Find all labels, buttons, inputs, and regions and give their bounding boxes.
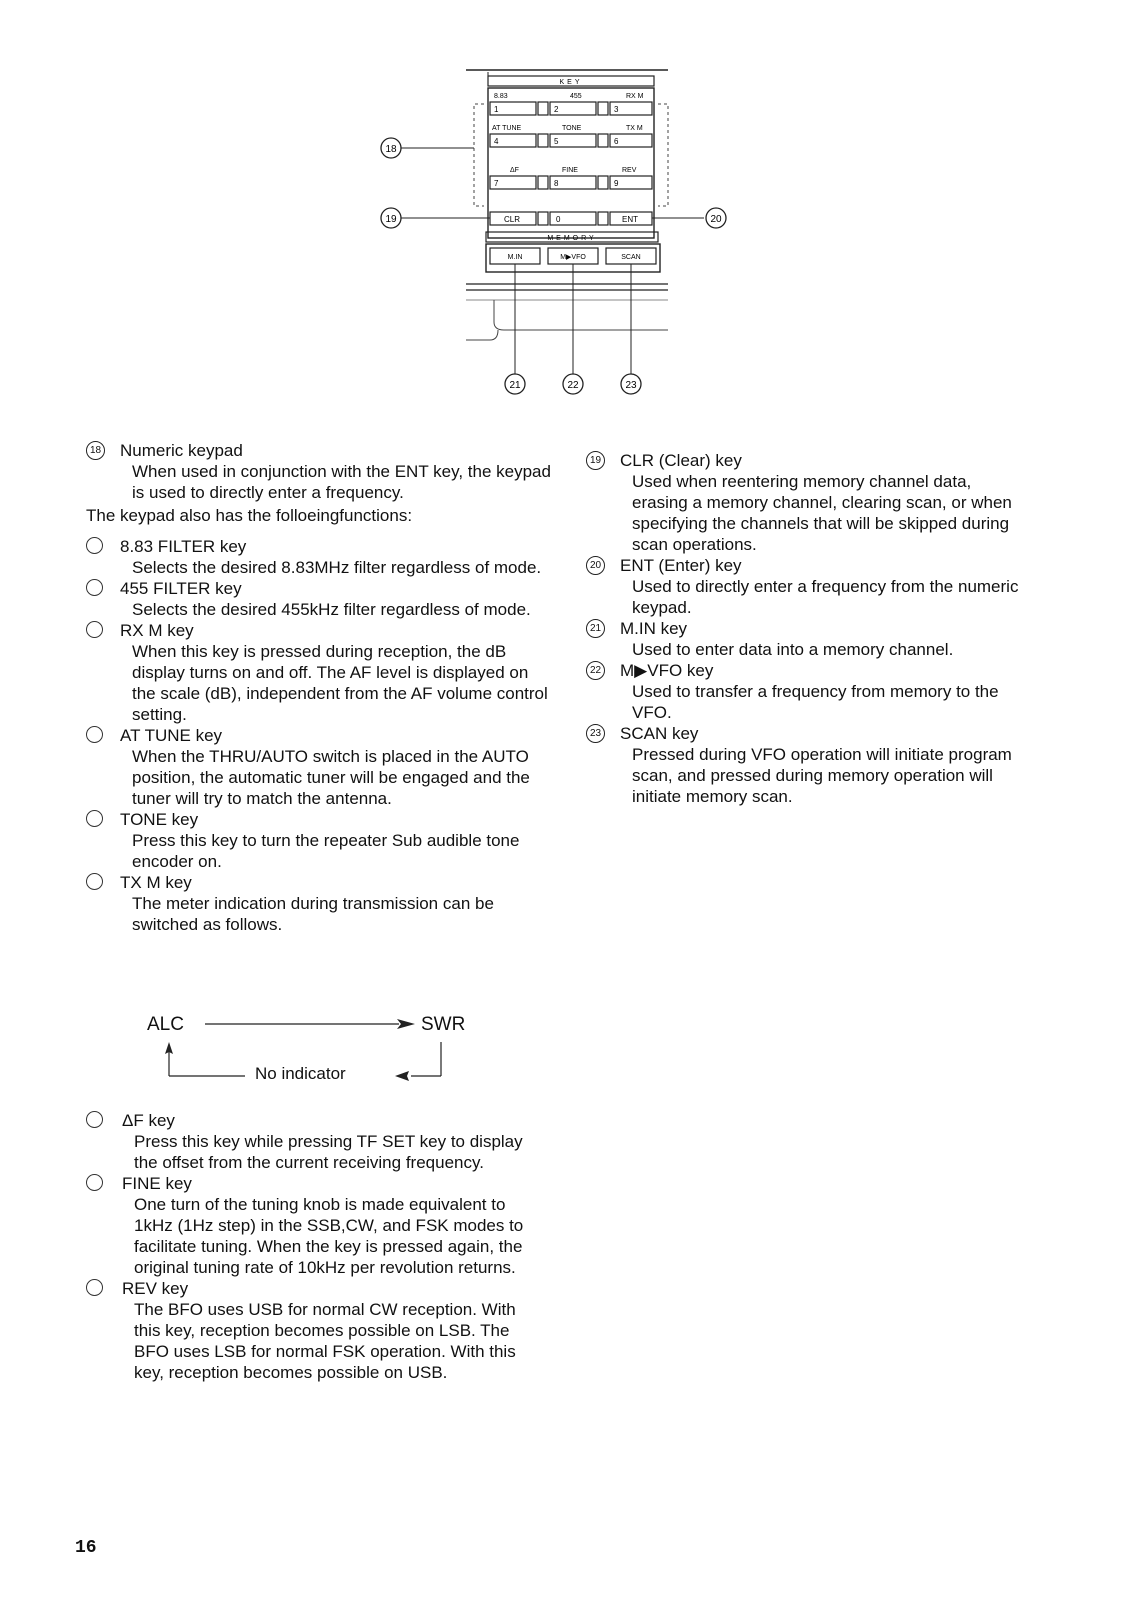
bullet-icon xyxy=(86,1174,103,1191)
label-455: 455 xyxy=(570,93,582,100)
callout-number: 19 xyxy=(586,451,605,470)
label-883: 8.83 xyxy=(494,93,508,100)
svg-text:3: 3 xyxy=(614,105,619,114)
list-item: 21 M.IN key Used to enter data into a memory channel. xyxy=(586,618,1026,660)
callout-20 xyxy=(706,208,726,228)
svg-text:M▶VFO: M▶VFO xyxy=(560,254,586,261)
keypad-diagram xyxy=(370,62,750,412)
keypad-intro: The keypad also has the folloeingfunctions: xyxy=(86,506,413,525)
bullet-icon xyxy=(86,537,103,554)
list-item: REV key The BFO uses USB for normal CW reception. With this key, reception becomes possible on LSB. The BFO uses LSB for normal FSK operation. With this key, reception becomes possible on USB. xyxy=(86,1278,556,1383)
keypad-row-1 xyxy=(490,93,652,115)
bullet-icon xyxy=(86,1111,103,1128)
left-column xyxy=(86,440,556,935)
callout-23 xyxy=(621,374,641,394)
callout-21 xyxy=(505,374,525,394)
callout-number: 23 xyxy=(586,724,605,743)
arrow-left-icon xyxy=(395,1071,409,1081)
label-fine: FINE xyxy=(562,167,578,174)
bullet-icon xyxy=(86,621,103,638)
svg-text:21: 21 xyxy=(509,380,521,391)
list-item: ΔF key Press this key while pressing TF SET key to display the offset from the current receiving frequency. xyxy=(86,1110,556,1173)
svg-text:7: 7 xyxy=(494,179,499,188)
label-delta-f: ΔF xyxy=(510,167,519,174)
callout-18 xyxy=(381,138,401,158)
svg-text:22: 22 xyxy=(567,380,579,391)
callout-number: 18 xyxy=(86,441,105,460)
svg-text:8: 8 xyxy=(554,179,559,188)
svg-text:4: 4 xyxy=(494,137,499,146)
callout-19 xyxy=(381,208,401,228)
key-panel-title: KEY xyxy=(559,79,583,86)
arrow-right-icon xyxy=(397,1019,415,1029)
left-column-lower xyxy=(86,1110,556,1383)
flow-swr: SWR xyxy=(421,1014,466,1035)
list-item: FINE key One turn of the tuning knob is made equivalent to 1kHz (1Hz step) in the SSB,CW, and FSK modes to facilitate tuning. When the key is pressed again, the original tuning rate of 10kHz per revolution returns. xyxy=(86,1173,556,1278)
svg-text:20: 20 xyxy=(710,214,722,225)
callout-number: 22 xyxy=(586,661,605,680)
svg-text:SCAN: SCAN xyxy=(621,254,641,261)
keypad-row-2 xyxy=(490,125,652,147)
svg-text:2: 2 xyxy=(554,105,559,114)
bullet-icon xyxy=(86,810,103,827)
svg-text:9: 9 xyxy=(614,179,619,188)
svg-text:19: 19 xyxy=(385,214,397,225)
svg-text:6: 6 xyxy=(614,137,619,146)
numeric-keypad-desc: When used in conjunction with the ENT key, the keypad is used to directly enter a frequency. xyxy=(132,462,551,502)
callout-number: 20 xyxy=(586,556,605,575)
list-item: 19 CLR (Clear) key Used when reentering memory channel data, erasing a memory channel, clearing scan, or when specifying the channels that will be skipped during scan operations. xyxy=(586,450,1026,555)
svg-text:1: 1 xyxy=(494,105,499,114)
svg-text:0: 0 xyxy=(556,215,561,224)
svg-text:18: 18 xyxy=(385,144,397,155)
bullet-icon xyxy=(86,579,103,596)
list-item: TX M key The meter indication during transmission can be switched as follows. xyxy=(86,872,556,935)
keypad-diagram-svg xyxy=(370,62,750,412)
list-item: RX M key When this key is pressed during reception, the dB display turns on and off. The AF level is displayed on the scale (dB), independent from the AF volume control setting. xyxy=(86,620,556,725)
callout-22 xyxy=(563,374,583,394)
flow-arrows-svg xyxy=(145,1008,485,1088)
keypad-row-3 xyxy=(490,167,652,189)
label-tone: TONE xyxy=(562,125,582,132)
right-column xyxy=(586,450,1026,807)
keypad-row-4 xyxy=(490,212,652,225)
svg-text:23: 23 xyxy=(625,380,637,391)
flow-no-indicator: No indicator xyxy=(255,1064,346,1083)
svg-text:M.IN: M.IN xyxy=(507,254,523,261)
svg-text:ENT: ENT xyxy=(622,215,638,224)
list-item: 455 FILTER key Selects the desired 455kHz filter regardless of mode. xyxy=(86,578,556,620)
list-item: 8.83 FILTER key Selects the desired 8.83MHz filter regardless of mode. xyxy=(86,536,556,578)
list-item: AT TUNE key When the THRU/AUTO switch is placed in the AUTO position, the automatic tuner will be engaged and the tuner will try to match the antenna. xyxy=(86,725,556,809)
list-item: TONE key Press this key to turn the repeater Sub audible tone encoder on. xyxy=(86,809,556,872)
svg-text:5: 5 xyxy=(554,137,559,146)
bullet-icon xyxy=(86,873,103,890)
list-item: 20 ENT (Enter) key Used to directly enter a frequency from the numeric keypad. xyxy=(586,555,1026,618)
label-rev: REV xyxy=(622,167,637,174)
memory-panel-title: MEMORY xyxy=(547,235,597,242)
bullet-icon xyxy=(86,1279,103,1296)
list-item: 23 SCAN key Pressed during VFO operation will initiate program scan, and pressed during memory operation will initiate memory scan. xyxy=(586,723,1026,807)
flow-alc: ALC xyxy=(147,1014,184,1035)
label-rxm: RX M xyxy=(626,93,644,100)
numeric-keypad-heading: 18 Numeric keypad xyxy=(86,440,556,461)
meter-flow-diagram xyxy=(145,1008,485,1088)
svg-text:CLR: CLR xyxy=(504,215,521,224)
label-txm: TX M xyxy=(626,125,643,132)
list-item: 22 M▶VFO key Used to transfer a frequency from memory to the VFO. xyxy=(586,660,1026,723)
page-number: 16 xyxy=(75,1538,97,1558)
callout-number: 21 xyxy=(586,619,605,638)
label-at-tune: AT TUNE xyxy=(492,125,522,132)
bullet-icon xyxy=(86,726,103,743)
